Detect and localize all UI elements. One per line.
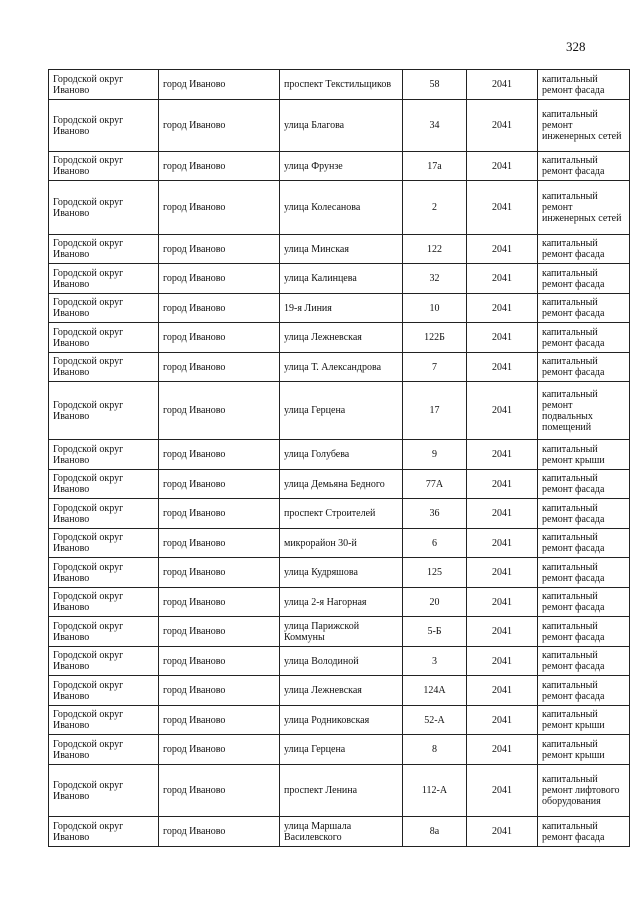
table-row <box>49 70 630 100</box>
city-cell: город Иваново <box>159 264 280 294</box>
street-cell: улица Демьяна Бедного <box>280 470 403 499</box>
work-type-cell: капитальный ремонт фасада <box>538 235 630 264</box>
house-cell: 10 <box>403 294 467 323</box>
district-cell: Городской округ Иваново <box>49 558 159 588</box>
house-cell: 124А <box>403 676 467 706</box>
house-cell: 112-А <box>403 765 467 817</box>
year-cell: 2041 <box>467 647 538 676</box>
table-row <box>49 529 630 558</box>
work-type-cell: капитальный ремонт фасада <box>538 817 630 847</box>
year-cell: 2041 <box>467 765 538 817</box>
table-row <box>49 235 630 264</box>
year-cell: 2041 <box>467 294 538 323</box>
street-cell: микрорайон 30-й <box>280 529 403 558</box>
house-cell: 20 <box>403 588 467 617</box>
district-cell: Городской округ Иваново <box>49 817 159 847</box>
work-type-cell: капитальный ремонт подвальных помещений <box>538 382 630 440</box>
year-cell: 2041 <box>467 529 538 558</box>
work-type-cell: капитальный ремонт фасада <box>538 588 630 617</box>
work-type-cell: капитальный ремонт крыши <box>538 706 630 735</box>
city-cell: город Иваново <box>159 152 280 181</box>
table-row <box>49 181 630 235</box>
district-cell: Городской округ Иваново <box>49 440 159 470</box>
street-cell: улица Герцена <box>280 382 403 440</box>
district-cell: Городской округ Иваново <box>49 529 159 558</box>
house-cell: 32 <box>403 264 467 294</box>
work-type-cell: капитальный ремонт фасада <box>538 353 630 382</box>
house-cell: 58 <box>403 70 467 100</box>
year-cell: 2041 <box>467 181 538 235</box>
street-cell: улица Колесанова <box>280 181 403 235</box>
district-cell: Городской округ Иваново <box>49 181 159 235</box>
street-cell: улица Парижской Коммуны <box>280 617 403 647</box>
house-cell: 8 <box>403 735 467 765</box>
table-row <box>49 558 630 588</box>
work-type-cell: капитальный ремонт фасада <box>538 264 630 294</box>
city-cell: город Иваново <box>159 647 280 676</box>
street-cell: улица Володиной <box>280 647 403 676</box>
house-cell: 7 <box>403 353 467 382</box>
house-cell: 77А <box>403 470 467 499</box>
street-cell: улица Маршала Василевского <box>280 817 403 847</box>
table-row <box>49 765 630 817</box>
work-type-cell: капитальный ремонт фасада <box>538 529 630 558</box>
page-number: 328 <box>566 39 586 54</box>
year-cell: 2041 <box>467 440 538 470</box>
table-row <box>49 817 630 847</box>
street-cell: проспект Строителей <box>280 499 403 529</box>
house-cell: 8а <box>403 817 467 847</box>
work-type-cell: капитальный ремонт инженерных сетей <box>538 181 630 235</box>
year-cell: 2041 <box>467 735 538 765</box>
house-cell: 36 <box>403 499 467 529</box>
street-cell: улица Герцена <box>280 735 403 765</box>
work-type-cell: капитальный ремонт фасада <box>538 617 630 647</box>
year-cell: 2041 <box>467 100 538 152</box>
district-cell: Городской округ Иваново <box>49 676 159 706</box>
street-cell: проспект Текстильщиков <box>280 70 403 100</box>
table-row <box>49 353 630 382</box>
year-cell: 2041 <box>467 70 538 100</box>
city-cell: город Иваново <box>159 588 280 617</box>
street-cell: проспект Ленина <box>280 765 403 817</box>
year-cell: 2041 <box>467 617 538 647</box>
street-cell: улица Кудряшова <box>280 558 403 588</box>
house-cell: 5-Б <box>403 617 467 647</box>
district-cell: Городской округ Иваново <box>49 323 159 353</box>
city-cell: город Иваново <box>159 499 280 529</box>
street-cell: улица Лежневская <box>280 323 403 353</box>
table-row <box>49 294 630 323</box>
city-cell: город Иваново <box>159 353 280 382</box>
city-cell: город Иваново <box>159 382 280 440</box>
city-cell: город Иваново <box>159 735 280 765</box>
street-cell: улица Родниковская <box>280 706 403 735</box>
street-cell: улица Лежневская <box>280 676 403 706</box>
district-cell: Городской округ Иваново <box>49 499 159 529</box>
year-cell: 2041 <box>467 264 538 294</box>
city-cell: город Иваново <box>159 558 280 588</box>
house-cell: 34 <box>403 100 467 152</box>
city-cell: город Иваново <box>159 529 280 558</box>
table-row <box>49 617 630 647</box>
table-row <box>49 470 630 499</box>
city-cell: город Иваново <box>159 676 280 706</box>
year-cell: 2041 <box>467 470 538 499</box>
table-row <box>49 735 630 765</box>
city-cell: город Иваново <box>159 323 280 353</box>
table-row <box>49 499 630 529</box>
street-cell: улица Т. Александрова <box>280 353 403 382</box>
table-row <box>49 706 630 735</box>
district-cell: Городской округ Иваново <box>49 294 159 323</box>
table-row <box>49 382 630 440</box>
table-row <box>49 323 630 353</box>
city-cell: город Иваново <box>159 100 280 152</box>
table-row <box>49 264 630 294</box>
city-cell: город Иваново <box>159 235 280 264</box>
table-row <box>49 588 630 617</box>
work-type-cell: капитальный ремонт фасада <box>538 647 630 676</box>
city-cell: город Иваново <box>159 294 280 323</box>
street-cell: улица Голубева <box>280 440 403 470</box>
house-cell: 122 <box>403 235 467 264</box>
year-cell: 2041 <box>467 152 538 181</box>
city-cell: город Иваново <box>159 440 280 470</box>
repair-schedule-table <box>48 69 630 847</box>
work-type-cell: капитальный ремонт фасада <box>538 470 630 499</box>
district-cell: Городской округ Иваново <box>49 617 159 647</box>
year-cell: 2041 <box>467 235 538 264</box>
street-cell: улица Калинцева <box>280 264 403 294</box>
district-cell: Городской округ Иваново <box>49 647 159 676</box>
work-type-cell: капитальный ремонт крыши <box>538 735 630 765</box>
year-cell: 2041 <box>467 323 538 353</box>
district-cell: Городской округ Иваново <box>49 70 159 100</box>
city-cell: город Иваново <box>159 706 280 735</box>
table-row <box>49 152 630 181</box>
district-cell: Городской округ Иваново <box>49 382 159 440</box>
work-type-cell: капитальный ремонт фасада <box>538 558 630 588</box>
street-cell: 19-я Линия <box>280 294 403 323</box>
street-cell: улица 2-я Нагорная <box>280 588 403 617</box>
table-row <box>49 676 630 706</box>
district-cell: Городской округ Иваново <box>49 588 159 617</box>
house-cell: 52-А <box>403 706 467 735</box>
district-cell: Городской округ Иваново <box>49 152 159 181</box>
house-cell: 17 <box>403 382 467 440</box>
street-cell: улица Минская <box>280 235 403 264</box>
year-cell: 2041 <box>467 558 538 588</box>
work-type-cell: капитальный ремонт лифтового оборудования <box>538 765 630 817</box>
table-row <box>49 647 630 676</box>
work-type-cell: капитальный ремонт фасада <box>538 152 630 181</box>
street-cell: улица Благова <box>280 100 403 152</box>
city-cell: город Иваново <box>159 765 280 817</box>
district-cell: Городской округ Иваново <box>49 735 159 765</box>
district-cell: Городской округ Иваново <box>49 765 159 817</box>
work-type-cell: капитальный ремонт фасада <box>538 70 630 100</box>
year-cell: 2041 <box>467 588 538 617</box>
house-cell: 125 <box>403 558 467 588</box>
city-cell: город Иваново <box>159 181 280 235</box>
year-cell: 2041 <box>467 353 538 382</box>
work-type-cell: капитальный ремонт фасада <box>538 499 630 529</box>
house-cell: 122Б <box>403 323 467 353</box>
year-cell: 2041 <box>467 706 538 735</box>
work-type-cell: капитальный ремонт инженерных сетей <box>538 100 630 152</box>
district-cell: Городской округ Иваново <box>49 264 159 294</box>
work-type-cell: капитальный ремонт крыши <box>538 440 630 470</box>
work-type-cell: капитальный ремонт фасада <box>538 323 630 353</box>
house-cell: 6 <box>403 529 467 558</box>
year-cell: 2041 <box>467 676 538 706</box>
district-cell: Городской округ Иваново <box>49 470 159 499</box>
house-cell: 3 <box>403 647 467 676</box>
city-cell: город Иваново <box>159 617 280 647</box>
work-type-cell: капитальный ремонт фасада <box>538 294 630 323</box>
house-cell: 9 <box>403 440 467 470</box>
table-row <box>49 440 630 470</box>
district-cell: Городской округ Иваново <box>49 353 159 382</box>
year-cell: 2041 <box>467 817 538 847</box>
house-cell: 17а <box>403 152 467 181</box>
city-cell: город Иваново <box>159 470 280 499</box>
year-cell: 2041 <box>467 382 538 440</box>
street-cell: улица Фрунзе <box>280 152 403 181</box>
house-cell: 2 <box>403 181 467 235</box>
city-cell: город Иваново <box>159 817 280 847</box>
district-cell: Городской округ Иваново <box>49 100 159 152</box>
table-row <box>49 100 630 152</box>
work-type-cell: капитальный ремонт фасада <box>538 676 630 706</box>
district-cell: Городской округ Иваново <box>49 706 159 735</box>
district-cell: Городской округ Иваново <box>49 235 159 264</box>
city-cell: город Иваново <box>159 70 280 100</box>
year-cell: 2041 <box>467 499 538 529</box>
